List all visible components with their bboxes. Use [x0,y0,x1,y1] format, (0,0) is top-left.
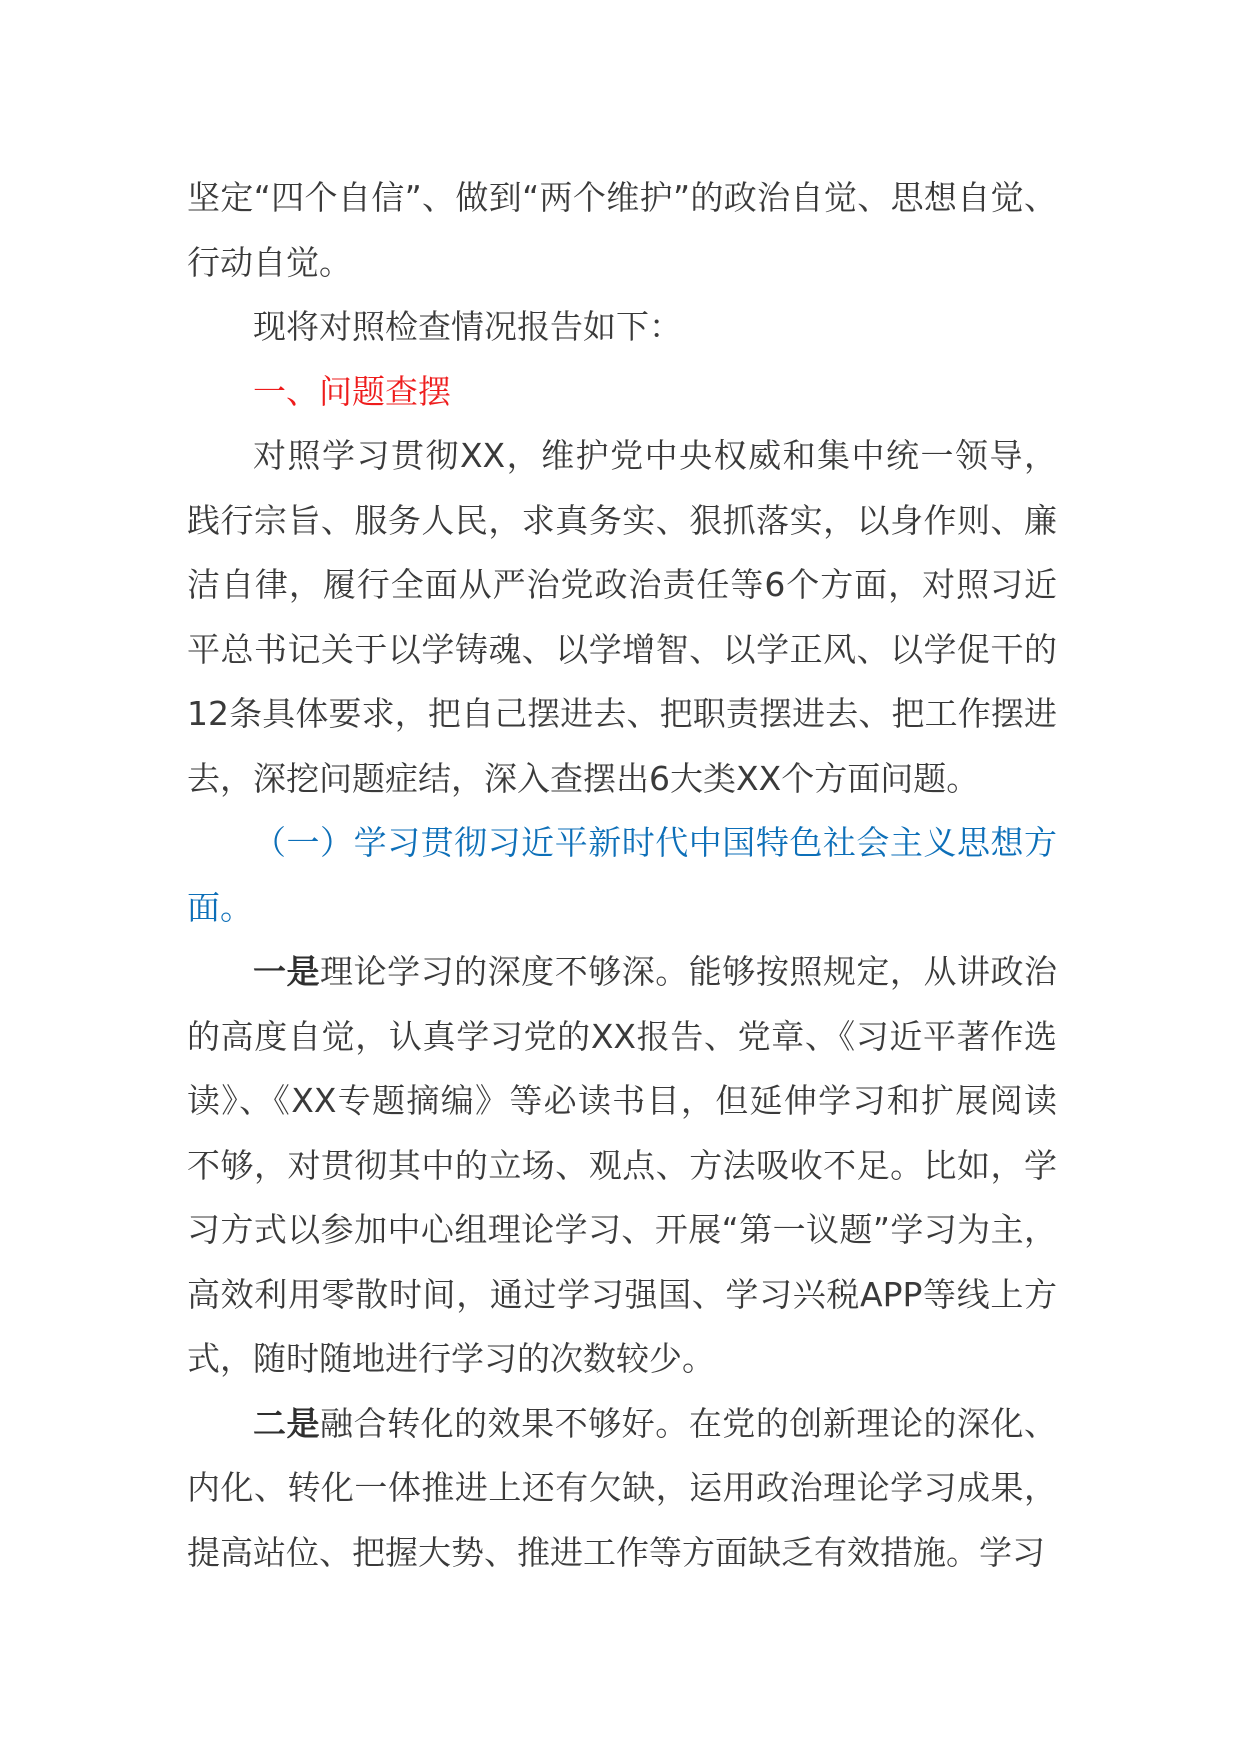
item-two-lead: 二是 [253,1403,321,1443]
paragraph-continuation: 坚定“四个自信”、做到“两个维护”的政治自觉、思想自觉、行动自觉。 [187,178,1057,282]
paragraph-item-two [187,1392,1057,1586]
item-one-lead: 一是 [253,952,321,991]
item-one-text: 理论学习的深度不够深。能够按照规定，从讲政治的高度自觉，认真学习党的XX报告、党章、《习近平著作选读》、《XX专题摘编》等必读书目，但延伸学习和扩展阅读不够，对贯彻其中的立场、观点、方法吸收不足。比如，学习方式以参加中心组理论学习、开展“第一议题”学习为主，高效利用零散时间，通过学习强国、学习兴税APP等线上方式，随时随地进行学习的次数较少。 [187,952,1058,1378]
paragraph-intro: 现将对照检查情况报告如下： [253,307,682,346]
paragraph-item-one [187,940,1057,1392]
document-body [187,166,1057,1585]
item-two-text: 融合转化的效果不够好。在党的创新理论的深化、内化、转化一体推进上还有欠缺，运用政治理论学习成果，提高站位、把握大势、推进工作等方面缺乏有效措施。学习 [187,1403,1058,1572]
subsection-heading-theory-study: （一）学习贯彻习近平新时代中国特色社会主义思想方面。 [187,823,1057,927]
section-heading-problems: 一、问题查摆 [253,371,451,411]
paragraph-overview: 对照学习贯彻XX，维护党中央权威和集中统一领导，践行宗旨、服务人民，求真务实、狠抓落实，以身作则、廉洁自律，履行全面从严治党政治责任等6个方面，对照习近平总书记关于以学铸魂、以学增智、以学正风、以学促干的12条具体要求，把自己摆进去、把职责摆进去、把工作摆进去，深挖问题症结，深入查摆出6大类XX个方面问题。 [187,436,1057,798]
